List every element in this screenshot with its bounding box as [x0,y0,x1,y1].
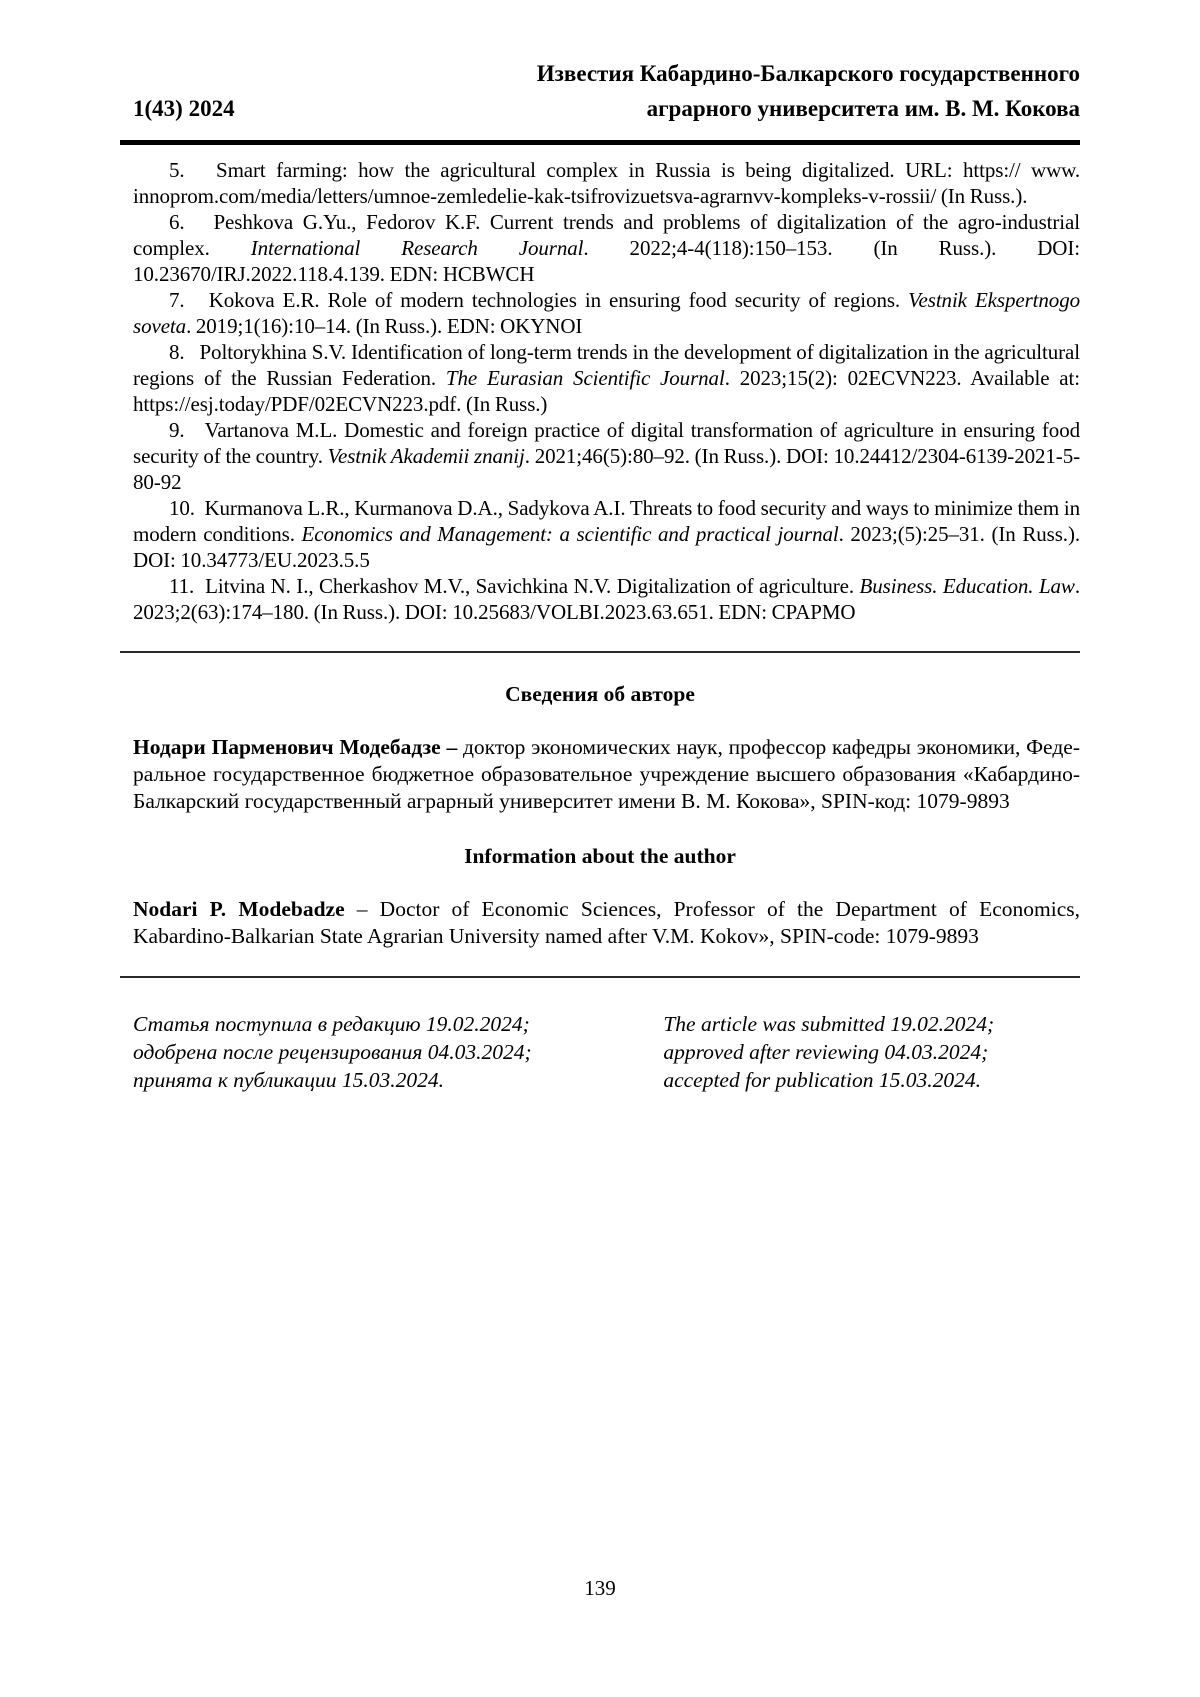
reference-text-segment: The Eurasian Scientific Journal [445,366,725,390]
reference-item [133,157,1080,209]
header-rule [120,140,1080,145]
reference-text-segment: . 2023;(5):25–31. (In Russ.). DOI: 10.34773/EU.2023.5.5 [133,522,1080,572]
reference-text-segment: Vestnik Akademii znanij [327,444,525,468]
page-number: 139 [584,1576,616,1600]
reference-text-segment: 5. Smart farming: how the agricultural complex in Russia is being digitalized. URL: https:// www. innoprom.com/media/letters/umnoe-zemledelie-kak-tsifrovizuetsva-agrarnvv-kompleks-v-rossii/ (In Russ.). [133,158,1080,208]
reference-text-segment: Vestnik Ekspertnogo soveta [133,288,1081,338]
page-header [120,0,1080,126]
reference-text-segment: . 2019;1(16):10–14. (In Russ.). EDN: OKYNOI [186,314,583,338]
author-info-heading-ru: Сведения об авторе [505,682,695,706]
dates-section-rule [120,976,1080,978]
submission-dates [120,1010,1080,1094]
author-en-segment: Nodari P. Modebadze [133,897,345,921]
date-line: одобрена после рецензирования 04.03.2024; [133,1040,532,1064]
date-line: approved after reviewing 04.03.2024; [663,1040,989,1064]
reference-item [133,573,1080,625]
reference-text-segment: . 2021;46(5):80–92. (In Russ.). DOI: 10.24412/2304-6139-2021-5-80-92 [133,444,1080,494]
submission-dates-en [663,1010,1080,1094]
author-ru-segment: доктор экономических наук, профессор кафедры экономики, Федеральное государственное бюджетное образовательное учреждение высшего образования «Кабардино-Балкарский государственный аграрный университет имени В. М. Кокова», SPIN-код: 1079-9893 [133,735,1080,813]
reference-item [133,287,1080,339]
submission-dates-ru [133,1010,663,1094]
authors-section-rule [120,651,1080,653]
reference-item [133,495,1080,573]
date-line: Статья поступила в редакцию 19.02.2024; [133,1012,530,1036]
author-info-heading-en: Information about the author [464,844,736,868]
journal-title-line2: аграрного университета им. В. М. Кокова [646,96,1080,121]
reference-text-segment: . 2022;4-4(118):150–153. (In Russ.). DOI: 10.23670/IRJ.2022.118.4.139. EDN: HCBWCH [133,236,1080,286]
reference-text-segment: Economics and Management: a scientific and practical journal [301,522,839,546]
reference-text-segment: Business. Education. Law [859,574,1075,598]
reference-text-segment: 9. Vartanova M.L. Domestic and foreign practice of digital transformation of agriculture in ensuring food security of the country. [133,418,1080,468]
issue-number: 1(43) 2024 [133,96,235,121]
reference-text-segment: . 2023;15(2): 02ECVN223. Available at: https://esj.today/PDF/02ECVN223.pdf. (In Russ.) [133,366,1080,416]
reference-item [133,209,1080,287]
journal-page [120,0,1080,1094]
reference-item [133,339,1080,417]
author-info-en [120,896,1080,950]
reference-text-segment: 8. Poltorykhina S.V. Identification of long-term trends in the development of digitalization in the agricultural regions of the Russian Federation. [133,340,1080,390]
reference-text-segment: . 2023;2(63):174–180. (In Russ.). DOI: 10.25683/VOLBI.2023.63.651. EDN: CPAPMO [133,574,1080,624]
reference-text-segment: 6. Peshkova G.Yu., Fedorov K.F. Current trends and problems of digitalization of the agro-industrial complex. [133,210,1080,260]
author-info-ru [120,734,1080,815]
references-list [120,157,1080,625]
journal-title-line1: Известия Кабардино-Балкарского государственного [536,61,1080,86]
reference-item [133,417,1080,495]
author-en-segment: – Doctor of Economic Sciences, Professor of the Department of Economics, Kabardino-Balkarian State Agrarian University named after V.M. Kokov», SPIN-code: 1079-9893 [133,897,1081,948]
reference-text-segment: International Research Journal [250,236,584,260]
reference-text-segment: 7. Kokova E.R. Role of modern technologies in ensuring food security of regions. [169,288,909,312]
date-line: принята к публикации 15.03.2024. [133,1068,444,1092]
author-ru-segment: Нодари Парменович Модебадзе – [133,735,458,759]
date-line: accepted for publication 15.03.2024. [663,1068,981,1092]
date-line: The article was submitted 19.02.2024; [663,1012,995,1036]
journal-title [537,56,1080,126]
reference-text-segment: 11. Litvina N. I., Cherkashov M.V., Savichkina N.V. Digitalization of agriculture. [169,574,860,598]
reference-text-segment: 10. Kurmanova L.R., Kurmanova D.A., Sadykova A.I. Threats to food security and ways to minimize them in modern conditions. [133,496,1080,546]
